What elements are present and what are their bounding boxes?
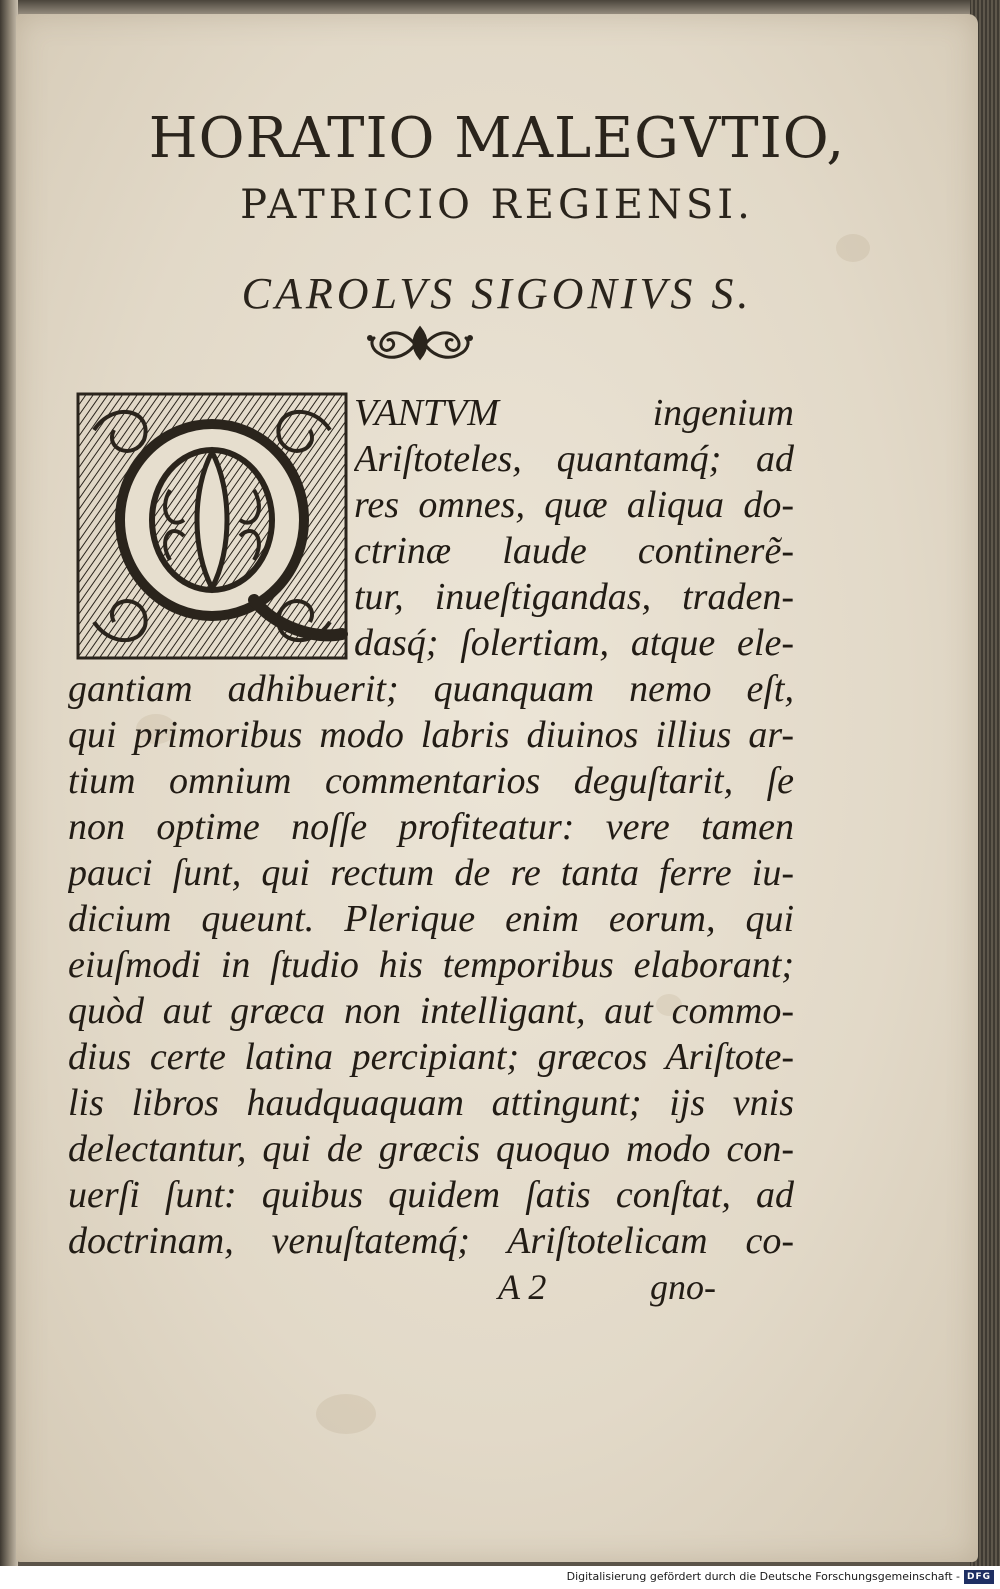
dedication-subheading: PATRICIO REGIENSI. <box>240 182 754 228</box>
dedication-heading: HORATIO MALEGVTIO, <box>148 106 846 171</box>
decorated-initial-letter <box>74 390 350 662</box>
text-line: tium omnium commentarios deguſtarit, ſe <box>68 760 794 802</box>
text-line: Ariſtoteles, quantamq́; ad <box>354 438 794 480</box>
foxing-spot <box>316 1394 376 1434</box>
text-line: eiuſmodi in ſtudio his temporibus elaborant; <box>68 944 794 986</box>
text-line: dius certe latina percipiant; græcos Ariſtote- <box>68 1036 794 1078</box>
dfg-logo-icon: DFG <box>964 1570 994 1584</box>
text-line: VANTVM ingenium <box>354 392 794 434</box>
fleuron-ornament <box>364 320 476 366</box>
text-line: gantiam adhibuerit; quanquam nemo eſt, <box>68 668 794 710</box>
text-line: dicium queunt. Plerique enim eorum, qui <box>68 898 794 940</box>
text-line: doctrinam, venuſtatemq́; Ariſtotelicam co- <box>68 1220 794 1262</box>
text-line: lis libros haudquaquam attingunt; ijs vnis <box>68 1082 794 1124</box>
text-line: ctrinæ laude continerẽ- <box>354 530 794 572</box>
author-salutation: CAROLVS SIGONIVS S. <box>241 269 753 318</box>
text-line: pauci ſunt, qui rectum de re tanta ferre iu- <box>68 852 794 894</box>
digitization-credit: Digitalisierung gefördert durch die Deutsche Forschungsgemeinschaft - <box>566 1570 960 1583</box>
text-line: delectantur, qui de græcis quoquo modo con- <box>68 1128 794 1170</box>
foxing-spot <box>836 234 870 262</box>
text-line: non optime noſſe profiteatur: vere tamen <box>68 806 794 848</box>
signature-mark: A 2 <box>498 1267 547 1307</box>
catchword: gno- <box>650 1267 716 1307</box>
text-line: tur, inueſtigandas, traden- <box>354 576 794 618</box>
text-line: dasq́; ſolertiam, atque ele- <box>354 622 794 664</box>
text-line: qui primoribus modo labris diuinos illius ar- <box>68 714 794 756</box>
text-line: uerſi ſunt: quibus quidem ſatis conſtat, ad <box>68 1174 794 1216</box>
text-line: quòd aut græca non intelligant, aut commo- <box>68 990 794 1032</box>
text-line: res omnes, quæ aliqua do- <box>354 484 794 526</box>
book-page <box>16 14 978 1562</box>
